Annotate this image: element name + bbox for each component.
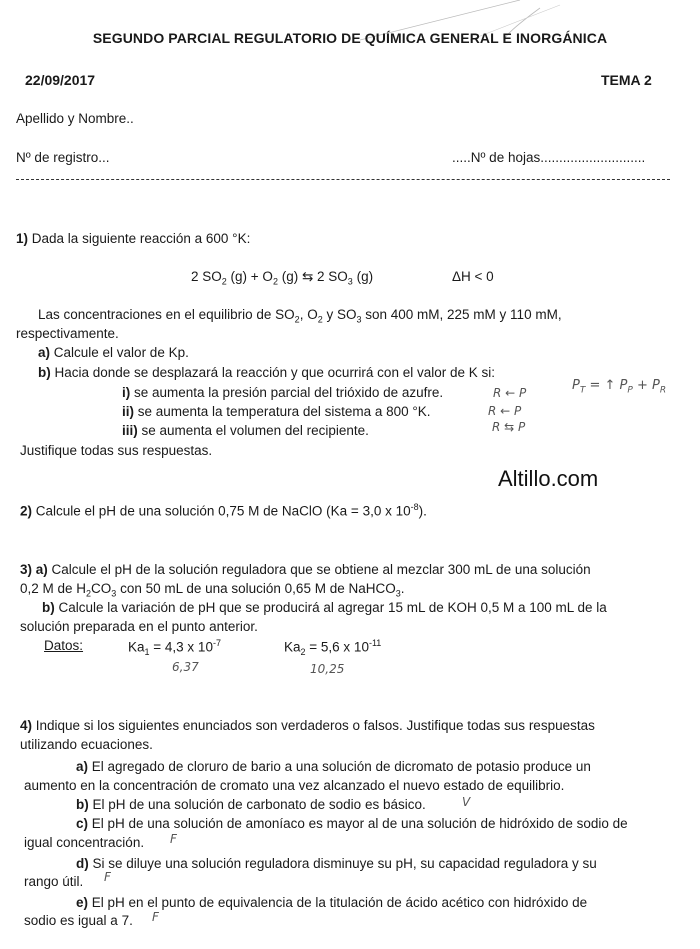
watermark-logo: Altillo.com [498,466,599,491]
handwritten-note-ii: R ← P [488,404,522,418]
q3-ka1: $Ka_1 = 4,3$ x $10^{-7}$ [128,638,221,658]
handwritten-note-i: R ← P [493,386,527,400]
q1-concentrations-cont: respectivamente. [16,326,119,341]
q4-part-e-line2: sodio es igual a 7. [24,913,133,928]
q1-justify: Justifique todas sus respuestas. [20,443,213,458]
q3-part-b-line2: solución preparada en el punto anterior. [20,619,258,634]
q2-text: 2) Calcule el pH de una solución 0,75 M de NaClO (Ka = 3,0 x $10^{-8}$). [20,502,427,519]
q3-datos-label: Datos: [44,638,84,653]
q4-part-c-line2: igual concentración. [24,835,145,850]
q4-part-d-line1: d) Si se diluye una solución reguladora disminuye su pH, su capacidad reguladora y su [76,856,597,871]
q1-part-b: b) Hacia donde se desplazará la reacción y que ocurrirá con el valor de K si: [38,365,495,380]
handwritten-answer-c: F [170,832,177,846]
q1-item-ii: ii) se aumenta la temperatura del sistema a 800 °K. [122,404,431,419]
handwritten-side-note: $P_T$ = ↑ $P_P + P_R$ [572,378,667,396]
q4-part-e-line1: e) El pH en el punto de equivalencia de la titulación de ácido acético con hidróxido de [76,895,588,910]
handwritten-answer-b: V [462,795,471,809]
q1-equation: 2 $SO_2$ $(g) + O_2$ (g) ⇆ 2 $SO_3$ (g) [191,269,374,287]
q1-item-i: i) se aumenta la presión parcial del trióxido de azufre. [122,385,444,400]
name-label: Apellido y Nombre.. [16,111,134,126]
q3-ka2: $Ka_2 = 5,6$ x $10^{-11}$ [284,638,382,658]
q4-intro-line2: utilizando ecuaciones. [20,737,153,752]
q1-concentrations: Las concentraciones en el equilibrio de $SO_2$, $O_2$ y $SO_3$ son 400 mM, 225 mM y 110 mM, [38,307,562,325]
q3-part-a-line2: 0,2 M de $H_2CO_3$ con 50 mL de una solución 0,65 M de NaHCO$_3$. [20,581,405,599]
divider-line [16,179,670,180]
exam-date: 22/09/2017 [25,72,96,88]
handwritten-note-iii: R ⇆ P [492,420,526,434]
q1-intro: 1) Dada la siguiente reacción a 600 °K: [16,231,251,246]
q3-part-b-line1: b) Calcule la variación de pH que se producirá al agregar 15 mL de KOH 0,5 M a 100 mL de la [42,600,607,615]
handwritten-pka1: 6,37 [172,660,199,674]
exam-tema: TEMA 2 [601,72,652,88]
exam-title: SEGUNDO PARCIAL REGULATORIO DE QUÍMICA GENERAL E INORGÁNICA [92,30,608,46]
q1-item-iii: iii) se aumenta el volumen del recipiente. [122,423,369,438]
q4-part-a-line1: a) El agregado de cloruro de bario a una solución de dicromato de potasio produce un [76,759,591,774]
handwritten-answer-d: F [104,870,111,884]
q4-part-b: b) El pH de una solución de carbonato de sodio es básico. [76,797,426,812]
handwritten-pka2: 10,25 [310,662,345,676]
q4-part-d-line2: rango útil. [24,874,84,889]
q4-part-a-line2: aumento en la concentración de cromato una vez alcanzado el nuevo estado de equilibrio. [24,778,565,793]
handwritten-answer-e: F [152,910,159,924]
q4-intro-line1: 4) Indique si los siguientes enunciados son verdaderos o falsos. Justifique todas sus respuestas [20,718,595,733]
q1-part-a: a) Calcule el valor de Kp. [38,345,189,360]
hojas-label: .....Nº de hojas............................ [452,150,646,165]
q4-part-c-line1: c) El pH de una solución de amoníaco es mayor al de una solución de hidróxido de sodio de [76,816,628,831]
registro-label: Nº de registro... [16,150,110,165]
q1-enthalpy: ΔH < 0 [452,269,494,284]
q3-part-a-line1: 3) a) Calcule el pH de la solución reguladora que se obtiene al mezclar 300 mL de una solución [20,562,591,577]
